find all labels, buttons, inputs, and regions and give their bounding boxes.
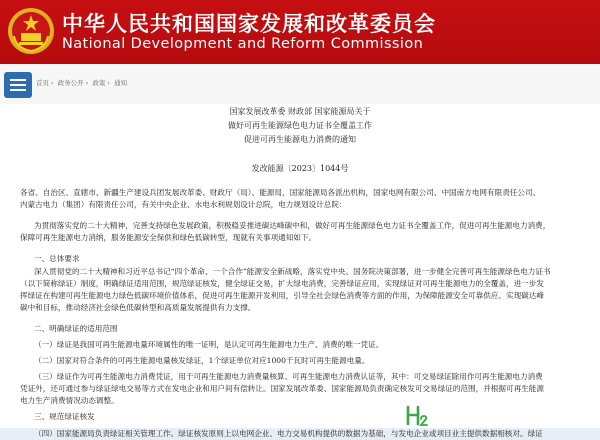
breadcrumb-home[interactable]: 首页 — [36, 79, 49, 87]
breadcrumb-policy[interactable]: 政策 — [92, 79, 106, 87]
site-title-english: National Development and Reform Commission — [62, 36, 424, 52]
body-line-requirements: 深入贯彻党的二十大精神和习近平总书记“四个革命、一个合作”能源安全新战略，落实党中央、国务院决策部署，进一步健全完善可再生能源绿色电力证书 — [34, 267, 551, 276]
document-title-line: 做好可再生能源绿色电力证书全覆盖工作 — [228, 121, 372, 130]
document-title-line: 促进可再生能源电力消费的通知 — [244, 135, 356, 144]
menu-icon — [10, 79, 26, 81]
section-heading: 三、规范绿证核发 — [34, 412, 95, 421]
site-title-chinese: 中华人民共和国国家发展和改革委员会 — [62, 12, 436, 36]
menu-icon — [10, 84, 26, 86]
body-line-requirements: 碳中和目标，推动经济社会绿色低碳转型和高质量发展提供有力支撑。 — [20, 303, 256, 312]
breadcrumb-separator: › — [51, 79, 54, 87]
section-heading: 一、总体要求 — [34, 254, 80, 263]
document-number: 发改能源〔2023〕1044号 — [251, 164, 349, 173]
menu-toggle-button[interactable] — [4, 72, 32, 98]
national-emblem-icon — [6, 6, 56, 56]
menu-icon — [10, 89, 26, 91]
body-line-issuance: （四）国家能源局负责绿证相关管理工作。绿证核发原则上以电网企业、电力交易机构提供的数据为基础，与发电企业或项目业主提供数据相核对。绿证 — [34, 429, 543, 438]
body-line-requirements: （以下简称绿证）制度，明确绿证适用范围，规范绿证核发，健全绿证交易，扩大绿电消费，完善绿证应用，实现绿证对可再生能源电力的全覆盖，进一步发 — [20, 279, 544, 288]
breadcrumb-government-affairs[interactable]: 政务公开 — [57, 79, 84, 87]
body-line-scope: 电力生产消费情况动态调整。 — [20, 396, 119, 405]
breadcrumb — [36, 78, 129, 87]
site-header-banner — [0, 0, 600, 64]
body-line-intro: 保障可再生能源电力消纳，服务能源安全保供和绿色低碳转型，现就有关事项通知如下。 — [20, 233, 317, 242]
body-line-addressees: 内蒙古电力（集团）有限责任公司，有关中央企业、水电水利规划设计总院，电力规划设计总院： — [20, 200, 347, 209]
body-line-scope: （一）绿证是我国可再生能源电量环境属性的唯一证明，是认定可再生能源电力生产、消费的唯一凭证。 — [34, 340, 384, 349]
breadcrumb-separator: › — [85, 79, 89, 87]
breadcrumb-separator: › — [107, 79, 110, 87]
h2-watermark-icon — [405, 404, 431, 428]
document-title-line: 国家发展改革委 财政部 国家能源局关于 — [229, 107, 371, 116]
body-line-scope: 凭证外，还可通过参与绿证绿电交易等方式在发电企业和用户间有偿转让。国家发展改革委、国家能源局负责确定核发可交易绿证的范围，并根据可再生能源 — [20, 384, 544, 393]
body-line-intro: 为贯彻落实党的二十大精神，完善支持绿色发展政策，积极稳妥推进碳达峰碳中和，做好可再生能源绿色电力证书全覆盖工作，促进可再生能源电力消费， — [34, 221, 551, 230]
body-line-scope: （二）国家对符合条件的可再生能源电量核发绿证，1个绿证单位对应1000千瓦时可再生能源电量。 — [34, 356, 370, 365]
body-line-requirements: 挥绿证在构建可再生能源电力绿色低碳环境价值体系，促进可再生能源开发利用，引导全社会绿色消费等方面的作用，为保障能源安全可靠供应、实现碳达峰 — [20, 291, 544, 300]
breadcrumb-notice[interactable]: 通知 — [114, 79, 128, 87]
section-heading: 二、明确绿证的适用范围 — [34, 324, 118, 333]
body-line-addressees: 各省、自治区、直辖市、新疆生产建设兵团发展改革委、财政厅（局）、能源局，国家能源局各派出机构，国家电网有限公司、中国南方电网有限责任公司、 — [20, 188, 541, 197]
body-line-scope: （三）绿证作为可再生能源电力消费凭证，用于可再生能源电力消费量核算、可再生能源电力消费认证等，其中：可交易绿证除用作可再生能源电力消费 — [34, 372, 543, 381]
